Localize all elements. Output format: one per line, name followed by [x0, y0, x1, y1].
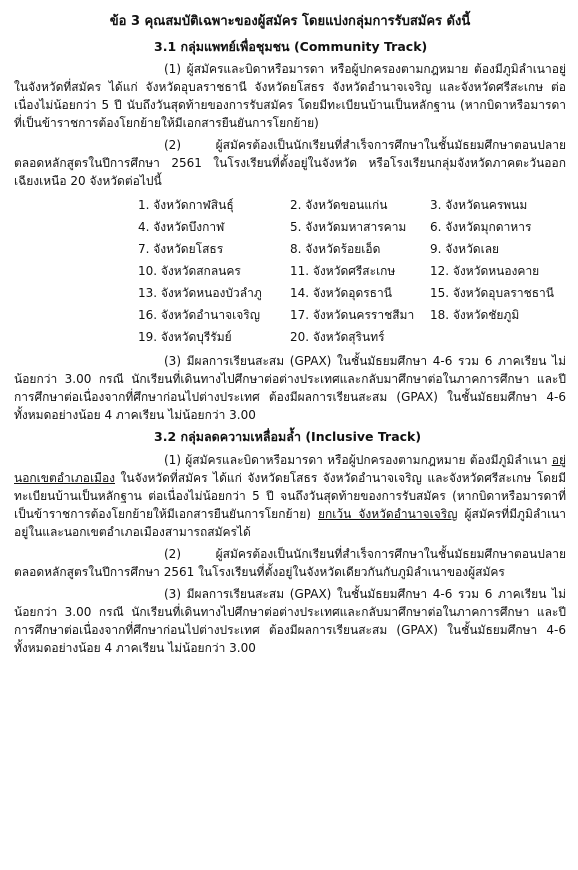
province-item: 20. จังหวัดสุรินทร์ — [290, 330, 385, 345]
underlined-text: ยกเว้น จังหวัดอำนาจเจริญ — [318, 507, 458, 521]
inclusive-criterion-3: (3) มีผลการเรียนสะสม (GPAX) ในชั้นมัธยมศึกษา 4-6 รวม 6 ภาคเรียน ไม่น้อยกว่า 3.00 กรณี นักเรียนที่เดินทางไปศึกษาต่อต่างประเทศและกลับมาศึกษาต่อในภาคการศึกษา และปีการศึกษาต่อเนื่องจากที่ศึกษาก่อนไปต่างประเทศ ต้องมีผลการเรียนสะสม (GPAX) ในชั้นมัธยมศึกษา 4-6 ทั้งหมดอย่างน้อย 4 ภาคเรียน ไม่น้อยกว่า 3.00 — [14, 587, 566, 655]
province-item: 15. จังหวัดอุบลราชธานี — [430, 286, 555, 301]
province-item: 12. จังหวัดหนองคาย — [430, 264, 540, 279]
province-item: 10. จังหวัดสกลนคร — [138, 264, 241, 279]
inclusive-track-title: 3.2 กลุ่มลดความเหลื่อมล้ำ (Inclusive Track) — [154, 429, 422, 445]
section-heading: ข้อ 3 คุณสมบัติเฉพาะของผู้สมัคร โดยแบ่งกลุ่มการรับสมัคร ดังนี้ — [109, 14, 471, 29]
province-item: 13. จังหวัดหนองบัวลำภู — [138, 286, 262, 301]
province-item: 4. จังหวัดบึงกาฬ — [138, 220, 225, 235]
province-item: 17. จังหวัดนครราชสีมา — [290, 308, 415, 323]
province-item: 2. จังหวัดขอนแก่น — [290, 198, 388, 213]
community-criterion-2: (2) ผู้สมัครต้องเป็นนักเรียนที่สำเร็จการศึกษาในชั้นมัธยมศึกษาตอนปลาย ตลอดหลักสูตรในปีการศึกษา 2561 ในโรงเรียนที่ตั้งอยู่ในจังหวัด หรือโรงเรียนกลุ่มจังหวัดภาคตะวันออกเฉียงเหนือ 20 จังหวัดต่อไปนี้ — [14, 138, 566, 189]
province-item: 18. จังหวัดชัยภูมิ — [430, 308, 520, 323]
province-item: 6. จังหวัดมุกดาหาร — [430, 220, 532, 235]
inclusive-criterion-1 — [14, 451, 566, 541]
underlined-text: อยู่นอกเขตอำเภอเมือง — [14, 453, 566, 485]
province-item: 7. จังหวัดยโสธร — [138, 242, 224, 257]
province-item: 11. จังหวัดศรีสะเกษ — [290, 264, 396, 279]
community-track-title: 3.1 กลุ่มแพทย์เพื่อชุมชน (Community Track) — [154, 38, 428, 54]
province-item: 19. จังหวัดบุรีรัมย์ — [138, 330, 232, 345]
community-criterion-3: (3) มีผลการเรียนสะสม (GPAX) ในชั้นมัธยมศึกษา 4-6 รวม 6 ภาคเรียน ไม่น้อยกว่า 3.00 กรณี นักเรียนที่เดินทางไปศึกษาต่อต่างประเทศและกลับมาศึกษาต่อในภาคการศึกษา และปีการศึกษาต่อเนื่องจากที่ศึกษาก่อนไปต่างประเทศ ต้องมีผลการเรียนสะสม (GPAX) ในชั้นมัธยมศึกษา 4-6 ทั้งหมดอย่างน้อย 4 ภาคเรียน ไม่น้อยกว่า 3.00 — [14, 354, 566, 423]
criterion-text: ผู้สมัครที่มีภูมิลำเนาอยู่ในและนอกเขตอำเภอเมืองสามารถสมัครได้ — [14, 507, 566, 539]
criterion-text: (1) ผู้สมัครและบิดาหรือมารดา หรือผู้ปกครองตามกฎหมาย ต้องมีภูมิลำเนา — [164, 453, 552, 467]
province-item: 5. จังหวัดมหาสารคาม — [290, 220, 407, 235]
province-item: 16. จังหวัดอำนาจเจริญ — [138, 308, 260, 323]
province-item: 14. จังหวัดอุดรธานี — [290, 286, 392, 301]
community-criterion-1: (1) ผู้สมัครและบิดาหรือมารดา หรือผู้ปกครองตามกฎหมาย ต้องมีภูมิลำเนาอยู่ในจังหวัดที่สมัคร ได้แก่ จังหวัดอุบลราชธานี จังหวัดยโสธร จังหวัดอำนาจเจริญ และจังหวัดศรีสะเกษ ต่อเนื่องไม่น้อยกว่า 5 ปี นับถึงวันสุดท้ายของการรับสมัคร โดยมีทะเบียนบ้านเป็นหลักฐาน (หากบิดาหรือมารดาที่เป็นข้าราชการต้องโยกย้ายให้มีเอกสารยืนยันการโยกย้าย) — [14, 62, 566, 131]
inclusive-criterion-2: (2) ผู้สมัครต้องเป็นนักเรียนที่สำเร็จการศึกษาในชั้นมัธยมศึกษาตอนปลาย ตลอดหลักสูตรในปีการศึกษา 2561 ในโรงเรียนที่ตั้งอยู่ในจังหวัดเดียวกันกับภูมิลำเนาของผู้สมัคร — [14, 547, 566, 579]
criterion-text: ในจังหวัดที่สมัคร ได้แก่ จังหวัดยโสธร จังหวัดอำนาจเจริญ และจังหวัดศรีสะเกษ โดยมีทะเบียนบ้านเป็นหลักฐาน ต่อเนื่องไม่น้อยกว่า 5 ปี จนถึงวันสุดท้ายของการรับสมัคร (หากบิดาหรือมารดาที่เป็นข้าราชการต้องโยกย้ายให้มีเอกสารยืนยันการโยกย้าย) — [14, 471, 566, 521]
province-item: 1. จังหวัดกาฬสินธุ์ — [138, 198, 234, 213]
province-item: 3. จังหวัดนครพนม — [430, 198, 528, 213]
province-item: 8. จังหวัดร้อยเอ็ด — [290, 242, 381, 257]
province-list — [138, 196, 566, 346]
province-item: 9. จังหวัดเลย — [430, 242, 500, 257]
